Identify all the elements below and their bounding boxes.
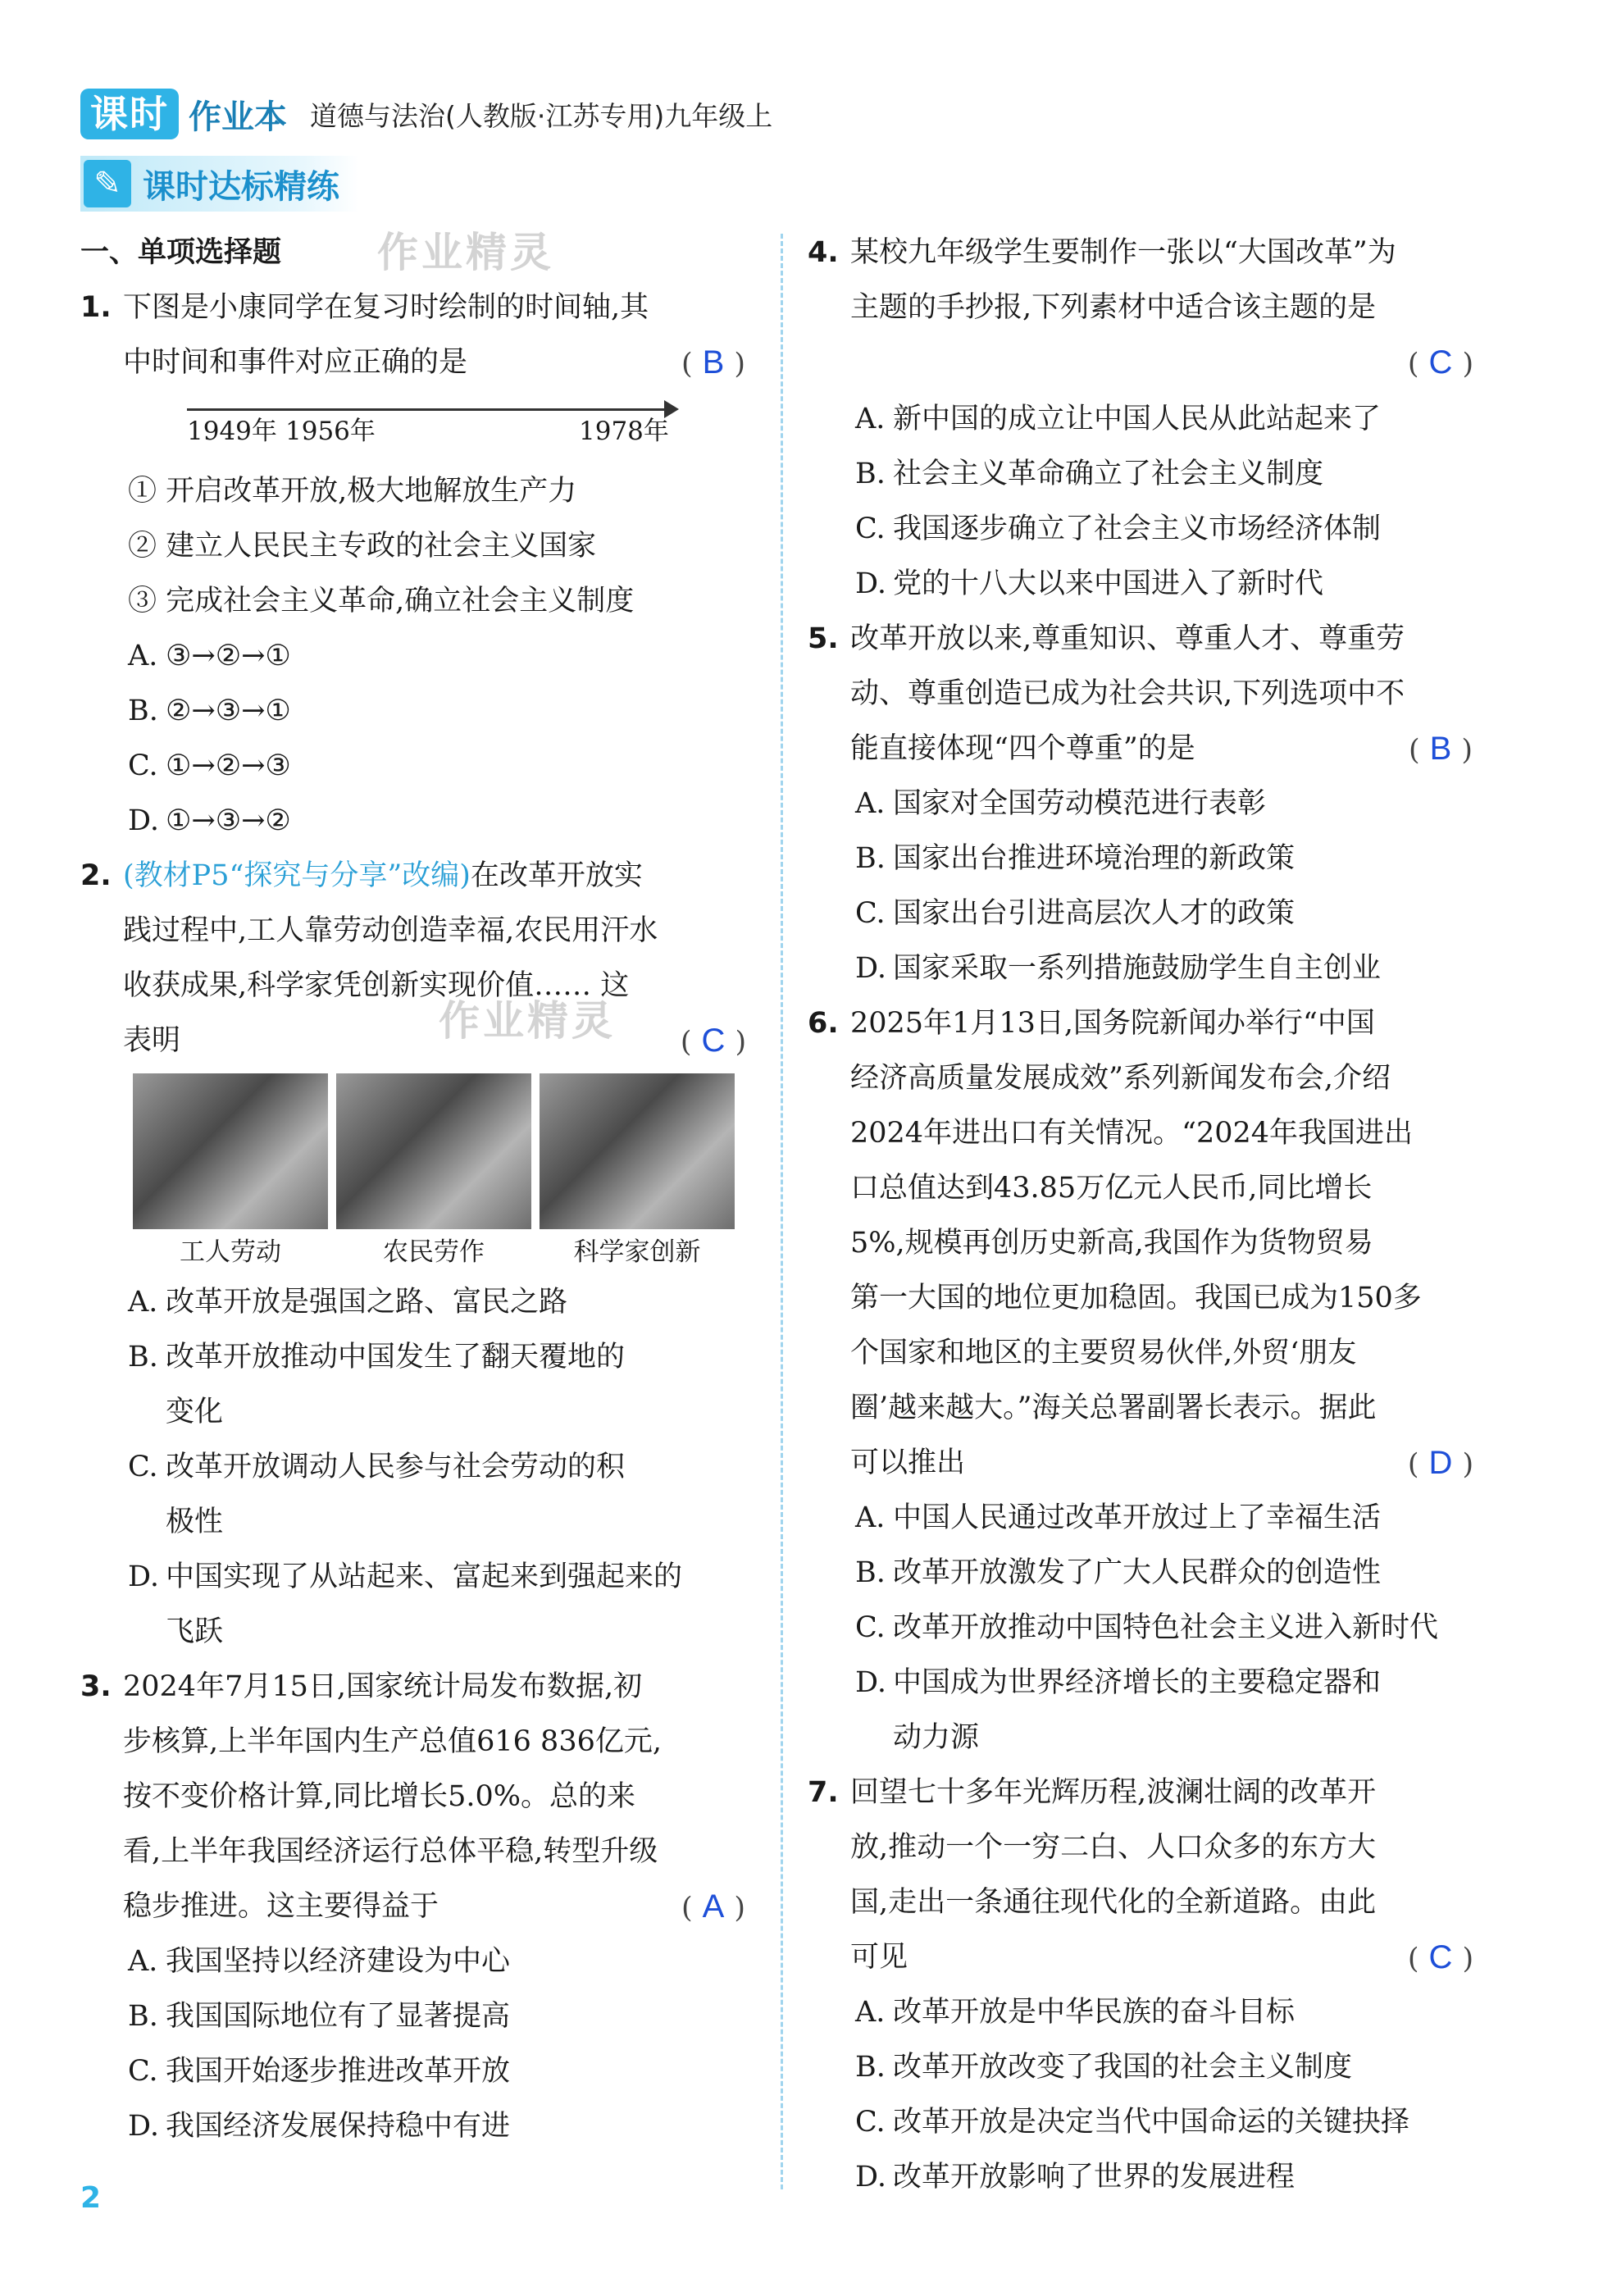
question-stem-line: 稳步推进。这主要得益于 ( A )	[123, 1879, 753, 1934]
question-stem: 5%,规模再创历史新高,我国作为货物贸易	[850, 1227, 1373, 1260]
option: B. 国家出台推进环境治理的新政策	[855, 842, 1296, 875]
timeline-label: 1949年	[187, 417, 277, 446]
question-stem: 改革开放以来,尊重知识、尊重人才、尊重劳	[850, 622, 1405, 655]
question-6	[808, 996, 1480, 1491]
question-stem: 2025年1月13日,国务院新闻办举行“中国	[850, 1007, 1375, 1040]
question-stem: 2024年进出口有关情况。“2024年我国进出	[850, 1117, 1414, 1150]
option: B. 改革开放推动中国发生了翻天覆地的	[128, 1341, 626, 1374]
question-stem: 某校九年级学生要制作一张以“大国改革”为	[850, 236, 1396, 269]
option: D. 中国成为世界经济增长的主要稳定器和	[855, 1666, 1382, 1699]
option: D. 我国经济发展保持稳中有进	[128, 2110, 511, 2143]
answer-value: B	[1429, 731, 1452, 767]
option: B. 改革开放激发了广大人民群众的创造性	[855, 1556, 1382, 1589]
book-brand: 作业本	[189, 98, 287, 136]
answer-value: C	[1428, 344, 1453, 380]
question-stem: 下图是小康同学在复习时绘制的时间轴,其	[123, 291, 649, 324]
question-stem: 个国家和地区的主要贸易伙伴,外贸‘朋友	[850, 1337, 1357, 1369]
question-number: 5.	[808, 622, 839, 655]
part-title: 一、单项选择题	[80, 236, 282, 269]
question-number: 1.	[80, 291, 112, 324]
photo-farmers	[336, 1073, 531, 1275]
question-stem: 中时间和事件对应正确的是	[123, 346, 468, 379]
answer-bracket: ( D )	[1407, 1445, 1474, 1481]
question-stem: 看,上半年我国经济运行总体平稳,转型升级	[123, 1835, 658, 1868]
answer-line	[850, 335, 1480, 392]
right-column	[808, 226, 1480, 2205]
answer-bracket: ( B )	[681, 344, 745, 380]
option: D. 改革开放影响了世界的发展进程	[855, 2161, 1296, 2194]
option: A. 中国人民通过改革开放过上了幸福生活	[855, 1501, 1382, 1534]
photo-image	[336, 1073, 531, 1229]
question-stem-line: 能直接体现“四个尊重”的是 ( B )	[850, 722, 1480, 777]
option: A. 我国坚持以经济建设为中心	[128, 1945, 511, 1978]
question-stem: 回望七十多年光辉历程,波澜壮阔的改革开	[850, 1776, 1377, 1809]
question-stem: 国,走出一条通往现代化的全新道路。由此	[850, 1886, 1377, 1919]
photo-caption: 工人劳动	[180, 1237, 281, 1267]
answer-value: D	[1428, 1445, 1453, 1481]
statement-item: ① 开启改革开放,极大地解放生产力	[128, 475, 577, 508]
question-stem: 按不变价格计算,同比增长5.0%。总的来	[123, 1780, 636, 1813]
question-number: 3.	[80, 1670, 112, 1703]
question-2	[80, 849, 753, 1068]
option-continuation: 飞跃	[166, 1615, 224, 1648]
question-stem: 2024年7月15日,国家统计局发布数据,初	[123, 1670, 643, 1703]
option: A. 国家对全国劳动模范进行表彰	[855, 787, 1267, 820]
question-stem-line: (教材P5“探究与分享”改编)在改革开放实	[123, 859, 643, 892]
watermark: 作业精灵	[439, 997, 616, 1045]
option: A. ③→②→①	[128, 640, 291, 672]
option: A. 改革开放是中华民族的奋斗目标	[855, 1996, 1296, 2029]
question-7	[808, 1765, 1480, 1985]
question-3	[80, 1660, 753, 1934]
option: C. 国家出台引进高层次人才的政策	[855, 897, 1296, 930]
column-divider	[781, 234, 783, 2189]
photo-caption: 农民劳作	[383, 1237, 485, 1267]
option-continuation: 动力源	[893, 1721, 980, 1754]
option: A. 改革开放是强国之路、富民之路	[128, 1286, 568, 1319]
page-number: 2	[80, 2181, 102, 2215]
section-title: 课时达标精练	[143, 167, 339, 206]
option: C. 改革开放调动人民参与社会劳动的积	[128, 1451, 626, 1483]
question-stem-line	[123, 335, 753, 390]
option: B. 社会主义革命确立了社会主义制度	[855, 458, 1324, 490]
question-4	[808, 226, 1480, 392]
option: C. 改革开放推动中国特色社会主义进入新时代	[855, 1611, 1439, 1644]
book-logo: 课时	[80, 89, 179, 139]
watermark: 作业精灵	[377, 229, 554, 276]
question-stem-line: 可以推出 ( D )	[850, 1436, 1480, 1491]
answer-value: C	[1428, 1939, 1453, 1975]
question-stem: 经济高质量发展成效”系列新闻发布会,介绍	[850, 1062, 1391, 1095]
option: B. 我国国际地位有了显著提高	[128, 2000, 511, 2033]
book-subject: 道德与法治(人教版·江苏专用)九年级上	[310, 99, 773, 132]
option: B. ②→③→①	[128, 695, 291, 727]
section-banner	[80, 156, 359, 212]
photo-image	[540, 1073, 735, 1229]
answer-bracket: ( C )	[1407, 344, 1474, 380]
question-number: 7.	[808, 1776, 839, 1809]
photo-scientists	[540, 1073, 735, 1275]
photo-image	[133, 1073, 328, 1229]
question-stem: 第一大国的地位更加稳固。我国已成为150多	[850, 1282, 1422, 1314]
option: D. 国家采取一系列措施鼓励学生自主创业	[855, 952, 1382, 985]
question-stem: 步核算,上半年国内生产总值616 836亿元,	[123, 1725, 662, 1758]
question-5	[808, 612, 1480, 777]
timeline-figure	[187, 390, 679, 464]
answer-bracket: ( A )	[681, 1888, 745, 1925]
photo-row	[133, 1073, 753, 1275]
answer-bracket: ( C )	[1407, 1939, 1474, 1975]
option: C. 改革开放是决定当代中国命运的关键抉择	[855, 2106, 1410, 2139]
left-column	[80, 226, 753, 2154]
timeline-label: 1956年	[285, 417, 376, 446]
answer-bracket: ( B )	[1409, 731, 1473, 767]
question-stem-line: 可见 ( C )	[850, 1930, 1480, 1985]
option: A. 新中国的成立让中国人民从此站起来了	[855, 403, 1382, 435]
source-note: (教材P5“探究与分享”改编)	[123, 859, 471, 892]
pencil-icon: ✎	[84, 160, 131, 207]
question-stem: 收获成果,科学家凭创新实现价值…… 这	[123, 969, 630, 1002]
answer-bracket: ( C )	[680, 1023, 747, 1059]
book-header	[80, 85, 772, 143]
question-stem: 动、尊重创造已成为社会共识,下列选项中不	[850, 677, 1405, 710]
question-1	[80, 280, 753, 390]
option: D. 中国实现了从站起来、富起来到强起来的	[128, 1560, 683, 1593]
question-stem-line: 表明 ( C )	[123, 1014, 753, 1068]
option: C. ①→②→③	[128, 749, 291, 782]
option-continuation: 变化	[166, 1396, 224, 1428]
option: C. 我国开始逐步推进改革开放	[128, 2055, 511, 2088]
timeline-axis	[187, 408, 671, 411]
answer-value: A	[702, 1888, 725, 1925]
option: C. 我国逐步确立了社会主义市场经济体制	[855, 512, 1382, 545]
question-number: 6.	[808, 1007, 839, 1040]
question-number: 4.	[808, 236, 839, 269]
option: B. 改革开放改变了我国的社会主义制度	[855, 2051, 1353, 2084]
option-continuation: 极性	[166, 1506, 224, 1538]
timeline-label: 1978年	[579, 417, 669, 446]
question-stem: 口总值达到43.85万亿元人民币,同比增长	[850, 1172, 1373, 1205]
photo-workers	[133, 1073, 328, 1275]
photo-caption: 科学家创新	[573, 1237, 701, 1267]
statement-item: ③ 完成社会主义革命,确立社会主义制度	[128, 585, 635, 617]
option: D. 党的十八大以来中国进入了新时代	[855, 567, 1324, 600]
question-stem: 圈’越来越大。”海关总署副署长表示。据此	[850, 1392, 1377, 1424]
question-stem: 放,推动一个一穷二白、人口众多的东方大	[850, 1831, 1377, 1864]
option: D. ①→③→②	[128, 804, 291, 837]
question-stem: 践过程中,工人靠劳动创造幸福,农民用汗水	[123, 914, 658, 947]
answer-value: C	[701, 1023, 726, 1059]
answer-value: B	[702, 344, 725, 380]
question-stem: 主题的手抄报,下列素材中适合该主题的是	[850, 291, 1377, 324]
statement-item: ② 建立人民民主专政的社会主义国家	[128, 530, 597, 563]
question-number: 2.	[80, 859, 112, 892]
